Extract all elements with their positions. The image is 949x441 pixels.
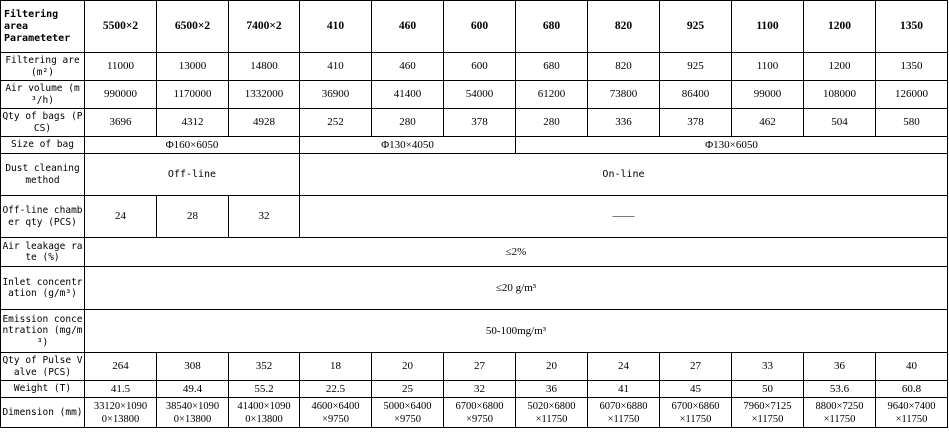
table-cell: [516, 398, 588, 428]
table-cell: 1170000: [157, 81, 229, 109]
table-cell: 252: [300, 109, 372, 137]
table-cell: 308: [157, 353, 229, 381]
dimension-line: 6700×6800: [455, 400, 504, 412]
table-cell: 460: [372, 53, 444, 81]
dimension-line: ×11750: [895, 413, 928, 425]
table-cell: 4312: [157, 109, 229, 137]
table-cell: 36: [804, 353, 876, 381]
dimension-line: 5020×6800: [527, 400, 576, 412]
row-label: Off-line chamber qty (PCS): [1, 196, 85, 238]
table-cell: ——: [300, 196, 948, 238]
table-cell: 280: [516, 109, 588, 137]
column-header: 925: [660, 1, 732, 53]
pulse-valve-row: [1, 353, 948, 381]
table-cell: [229, 398, 300, 428]
table-cell: [300, 398, 372, 428]
table-cell: 24: [588, 353, 660, 381]
row-label: Air leakage rate (%): [1, 238, 85, 267]
dimension-line: 0×13800: [101, 413, 140, 425]
row-label: Emission concentration (mg/m³): [1, 310, 85, 353]
dimension-line: 8800×7250: [815, 400, 864, 412]
dimension-line: 9640×7400: [887, 400, 936, 412]
table-cell: 40: [876, 353, 948, 381]
inlet-row: [1, 267, 948, 310]
table-cell: 41.5: [85, 381, 157, 398]
table-cell: 50: [732, 381, 804, 398]
table-cell: 925: [660, 53, 732, 81]
table-cell: 1332000: [229, 81, 300, 109]
dimension-line: 38540×1090: [165, 400, 220, 412]
row-label: Air volume (m³/h): [1, 81, 85, 109]
table-cell: Off-line: [85, 154, 300, 196]
table-cell: 99000: [732, 81, 804, 109]
dimension-line: ×11750: [751, 413, 784, 425]
dimension-line: 4600×6400: [311, 400, 360, 412]
dimension-line: 33120×1090: [93, 400, 148, 412]
table-cell: 33: [732, 353, 804, 381]
table-cell: 25: [372, 381, 444, 398]
dimension-line: 0×13800: [173, 413, 212, 425]
table-cell: ≤20 g/m³: [85, 267, 948, 310]
table-cell: On-line: [300, 154, 948, 196]
corner-line: Filtering: [4, 8, 59, 20]
table-cell: 73800: [588, 81, 660, 109]
table-cell: [157, 398, 229, 428]
table-cell: Φ130×6050: [516, 137, 948, 154]
dimension-row: [1, 398, 948, 428]
column-header: 460: [372, 1, 444, 53]
weight-row: [1, 381, 948, 398]
table-cell: 22.5: [300, 381, 372, 398]
header-row: [1, 1, 948, 53]
table-cell: 504: [804, 109, 876, 137]
table-cell: 378: [444, 109, 516, 137]
table-cell: 54000: [444, 81, 516, 109]
column-header: 820: [588, 1, 660, 53]
table-cell: [732, 398, 804, 428]
row-label: Dimension (mm): [1, 398, 85, 428]
table-cell: 4928: [229, 109, 300, 137]
emission-row: [1, 310, 948, 353]
table-cell: [660, 398, 732, 428]
table-cell: 1350: [876, 53, 948, 81]
table-cell: [804, 398, 876, 428]
table-cell: 378: [660, 109, 732, 137]
dimension-line: 7960×7125: [743, 400, 792, 412]
table-cell: Φ160×6050: [85, 137, 300, 154]
column-header: 410: [300, 1, 372, 53]
column-header: 1100: [732, 1, 804, 53]
table-cell: 50-100mg/m³: [85, 310, 948, 353]
table-cell: 108000: [804, 81, 876, 109]
air-volume-row: [1, 81, 948, 109]
table-cell: 20: [372, 353, 444, 381]
dimension-line: ×11750: [607, 413, 640, 425]
row-label: Dust cleaning method: [1, 154, 85, 196]
dimension-line: ×9750: [322, 413, 349, 425]
table-cell: 24: [85, 196, 157, 238]
size-of-bag-row: [1, 137, 948, 154]
table-cell: 580: [876, 109, 948, 137]
dimension-line: ×11750: [823, 413, 856, 425]
table-cell: 990000: [85, 81, 157, 109]
table-cell: [876, 398, 948, 428]
column-header: 5500×2: [85, 1, 157, 53]
table-cell: 14800: [229, 53, 300, 81]
dimension-line: ×9750: [466, 413, 493, 425]
dimension-line: 6070×6880: [599, 400, 648, 412]
table-cell: 1200: [804, 53, 876, 81]
table-cell: 60.8: [876, 381, 948, 398]
corner-line: area: [4, 20, 29, 32]
table-cell: 680: [516, 53, 588, 81]
row-label: Qty of bags (PCS): [1, 109, 85, 137]
dust-cleaning-row: [1, 154, 948, 196]
dimension-line: 6700×6860: [671, 400, 720, 412]
table-cell: 53.6: [804, 381, 876, 398]
table-cell: ≤2%: [85, 238, 948, 267]
table-cell: 27: [444, 353, 516, 381]
table-cell: 1100: [732, 53, 804, 81]
table-cell: 49.4: [157, 381, 229, 398]
table-cell: [85, 398, 157, 428]
table-cell: 55.2: [229, 381, 300, 398]
column-header: 1350: [876, 1, 948, 53]
table-cell: 264: [85, 353, 157, 381]
table-cell: 336: [588, 109, 660, 137]
table-cell: [372, 398, 444, 428]
dimension-line: 41400×1090: [237, 400, 291, 412]
dimension-line: ×11750: [679, 413, 712, 425]
table-cell: 45: [660, 381, 732, 398]
column-header: 7400×2: [229, 1, 300, 53]
table-cell: [444, 398, 516, 428]
table-cell: [588, 398, 660, 428]
table-cell: 86400: [660, 81, 732, 109]
table-cell: 41400: [372, 81, 444, 109]
table-cell: 28: [157, 196, 229, 238]
dimension-line: 5000×6400: [383, 400, 432, 412]
table-cell: 3696: [85, 109, 157, 137]
filtering-area-row: [1, 53, 948, 81]
table-cell: 11000: [85, 53, 157, 81]
column-header: 6500×2: [157, 1, 229, 53]
table-cell: 600: [444, 53, 516, 81]
offline-chamber-row: [1, 196, 948, 238]
qty-bags-row: [1, 109, 948, 137]
header-corner-cell: [1, 1, 85, 53]
table-cell: 36900: [300, 81, 372, 109]
table-cell: 36: [516, 381, 588, 398]
table-cell: 32: [444, 381, 516, 398]
column-header: 1200: [804, 1, 876, 53]
table-cell: 280: [372, 109, 444, 137]
table-cell: 41: [588, 381, 660, 398]
table-cell: Φ130×4050: [300, 137, 516, 154]
table-cell: 61200: [516, 81, 588, 109]
table-cell: 20: [516, 353, 588, 381]
row-label: Weight (T): [1, 381, 85, 398]
row-label: Filtering are (m²): [1, 53, 85, 81]
table-cell: 820: [588, 53, 660, 81]
table-cell: 27: [660, 353, 732, 381]
dimension-line: 0×13800: [245, 413, 283, 425]
table-cell: 13000: [157, 53, 229, 81]
table-cell: 352: [229, 353, 300, 381]
table-cell: 32: [229, 196, 300, 238]
dimension-line: ×9750: [394, 413, 421, 425]
column-header: 680: [516, 1, 588, 53]
row-label: Size of bag: [1, 137, 85, 154]
table-cell: 126000: [876, 81, 948, 109]
table-cell: 410: [300, 53, 372, 81]
air-leakage-row: [1, 238, 948, 267]
table-cell: 18: [300, 353, 372, 381]
corner-line: Parameteter: [4, 32, 71, 44]
row-label: Qty of Pulse Valve (PCS): [1, 353, 85, 381]
column-header: 600: [444, 1, 516, 53]
table-cell: 462: [732, 109, 804, 137]
dimension-line: ×11750: [535, 413, 568, 425]
row-label: Inlet concentration (g/m³): [1, 267, 85, 310]
